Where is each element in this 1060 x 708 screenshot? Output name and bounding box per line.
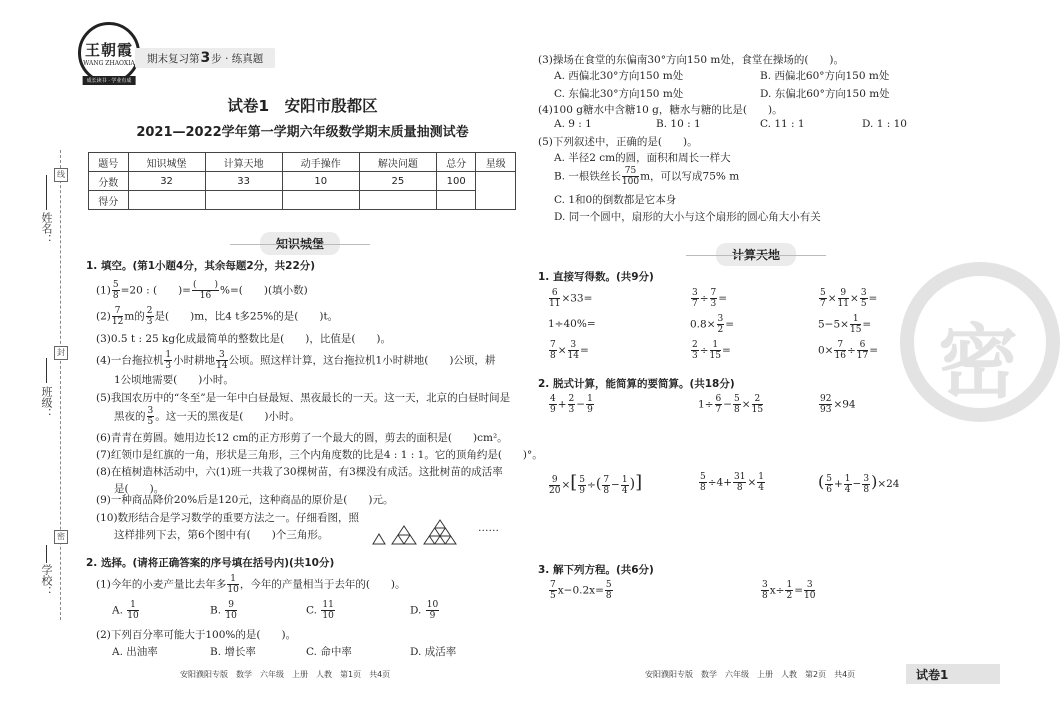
q1-item-7: (7)红领巾是红旗的一角，形状是三角形，三个内角度数的比是4 : 1 : 1。它的顶角约是( )°。	[96, 449, 543, 461]
fraction: $\frac{1}{3}$	[165, 350, 172, 371]
q1-item-9: (9)一种商品降价20%后是120元，这种商品的原价是( )元。	[96, 494, 394, 506]
q1-item-1	[96, 280, 308, 301]
section-calc	[696, 243, 816, 266]
q-text: 公顷。照这样计算，这台拖拉机1小时耕地( )公顷，耕	[228, 354, 496, 367]
ellipsis: ……	[478, 522, 499, 534]
q2-4-option-d[interactable]: D. 1 : 10	[862, 118, 907, 130]
q2-2-option-b[interactable]: B. 增长率	[210, 646, 256, 658]
q-text: (4)一台拖拉机	[96, 354, 164, 367]
fraction: $\frac{10}{9}$	[426, 600, 439, 621]
q1-item-4-cont: 1公顷地需要( )小时。	[114, 374, 234, 386]
school-field[interactable]	[46, 545, 47, 563]
section-knowledge-label: 知识城堡	[260, 232, 340, 255]
q1-item-6: (6)青青在剪圆。她用边长12 cm的正方形剪了一个最大的圆，剪去的面积是( )cm²。	[96, 432, 508, 444]
score-cell: 分数	[89, 172, 129, 191]
logo-ribbon: 成长读书 · 学业有成	[83, 76, 136, 85]
score-cell: 总分	[436, 153, 476, 172]
calc-expression: $\frac{9}{20}$ ×[ $\frac{5}{9}$ ÷( $\frac{7}{8}$ − $\frac{1}{4}$ )]	[549, 472, 643, 496]
star-rating-cell[interactable]	[476, 172, 516, 210]
q-text: 。这一天的黑夜是( )小时。	[155, 410, 300, 423]
score-cell: 100	[436, 172, 476, 191]
section-calc-label: 计算天地	[716, 243, 796, 266]
step-suffix: 步 · 练真题	[211, 52, 264, 65]
score-cell: 32	[128, 172, 205, 191]
calc-expression: ( $\frac{5}{6}$ + $\frac{1}{4}$ − $\frac{3}{8}$ )×24	[818, 472, 900, 495]
score-input-cell[interactable]	[128, 191, 205, 210]
calc-item: $\frac{3}{7}$ ÷ $\frac{7}{3}$ =	[692, 288, 728, 309]
calc-item: $\frac{6}{11}$ ×33=	[549, 288, 593, 309]
q-text: =20 : ( )=	[120, 284, 191, 297]
q-text: 黑夜的	[114, 410, 146, 423]
q2-5-option-a[interactable]: A. 半径2 cm的圆，面积和周长一样大	[554, 152, 731, 164]
q1-item-10: (10)数形结合是学习数学的重要方法之一。仔细看图，照	[96, 512, 360, 524]
q-text: m的	[124, 310, 145, 323]
score-input-cell[interactable]	[436, 191, 476, 210]
paper-title: 试卷1 安阳市殷都区	[227, 97, 378, 115]
calc-expression: 1÷ $\frac{6}{7}$ − $\frac{5}{8}$ × $\frac{2}{15}$	[698, 394, 764, 415]
q-text: (2)	[96, 310, 111, 323]
q1-item-8: (8)在植树造林活动中，六(1)班一共栽了30棵树苗，有3棵没有成活。这批树苗的成活率	[96, 466, 503, 478]
q2-2-option-a[interactable]: A. 出油率	[112, 646, 158, 658]
score-cell: 33	[205, 172, 282, 191]
q-text: (1)	[96, 284, 111, 297]
q2-3-option-d[interactable]: D. 东偏北60°方向150 m处	[760, 88, 890, 100]
calc-item: 0.8× $\frac{3}{2}$ =	[690, 314, 735, 335]
triangle-figure-3	[424, 520, 456, 544]
brand-logo	[78, 22, 140, 84]
q-text: %=( )(填小数)	[220, 284, 308, 297]
q2-heading: 2. 选择。(请将正确答案的序号填在括号内)(共10分)	[86, 557, 335, 569]
logo-text: 王朝霞	[84, 41, 133, 59]
q2-1-option-c[interactable]	[306, 600, 336, 621]
score-table-row	[89, 191, 516, 210]
q2-1-option-a[interactable]	[112, 600, 140, 621]
q-text: 是( )m，比4 t多25%的是( )t。	[154, 310, 339, 323]
score-cell: 解决问题	[359, 153, 436, 172]
class-field[interactable]	[46, 358, 47, 383]
q2-5-option-d[interactable]: D. 同一个圆中，扇形的大小与这个扇形的圆心角大小有关	[554, 211, 821, 223]
score-cell: 动手操作	[282, 153, 359, 172]
option-letter: B.	[210, 604, 222, 617]
calc-q2-heading: 2. 脱式计算，能简算的要简算。(共18分)	[538, 378, 735, 390]
q2-5-option-c[interactable]: C. 1和0的倒数都是它本身	[554, 194, 677, 206]
fraction: $\frac{3}{14}$	[216, 350, 228, 371]
score-input-cell[interactable]	[282, 191, 359, 210]
calc-item: 1÷40%=	[548, 318, 596, 330]
q-text: 小时耕地	[173, 354, 216, 367]
seal-mark-line: 线	[54, 168, 68, 182]
watermark-glyph: 密	[938, 316, 1018, 409]
name-field[interactable]	[46, 175, 47, 210]
fraction: $\frac{5}{8}$	[112, 280, 119, 301]
q2-4-option-a[interactable]: A. 9 : 1	[554, 118, 592, 130]
name-label: 姓名：	[40, 212, 53, 245]
option-letter: C.	[306, 604, 317, 617]
q2-2-option-c[interactable]: C. 命中率	[306, 646, 352, 658]
q2-5-option-b[interactable]	[554, 166, 739, 187]
q-text: B. 一根铁丝长	[554, 170, 621, 183]
q2-item-2: (2)下列百分率可能大于100%的是( )。	[96, 629, 297, 641]
score-table-row	[89, 172, 516, 191]
fraction: $\frac{7}{12}$	[111, 306, 124, 327]
score-cell: 知识城堡	[128, 153, 205, 172]
option-letter: A.	[112, 604, 123, 617]
q-text: (1)今年的小麦产量比去年多	[96, 578, 227, 591]
q2-item-5: (5)下列叙述中，正确的是( )。	[538, 136, 698, 148]
triangle-pattern-figure	[370, 518, 480, 546]
score-table	[88, 152, 516, 210]
paper-subtitle: 2021—2022学年第一学期六年级数学期末质量抽测试卷	[136, 125, 469, 140]
q2-1-option-d[interactable]	[410, 600, 440, 621]
fraction: $\frac{1}{10}$	[227, 574, 239, 595]
step-banner	[135, 48, 275, 68]
q2-4-option-c[interactable]: C. 11 : 1	[760, 118, 805, 130]
fraction: $\frac{( )}{16}$	[192, 280, 219, 301]
q2-item-4: (4)100 g糖水中含糖10 g，糖水与糖的比是( )。	[538, 104, 783, 116]
q1-item-3: (3)0.5 t : 25 kg化成最简单的整数比是( )，比值是( )。	[96, 333, 392, 345]
q1-item-4	[96, 350, 495, 371]
score-cell: 计算天地	[205, 153, 282, 172]
fraction: $\frac{2}{3}$	[146, 306, 153, 327]
option-letter: D.	[410, 604, 422, 617]
q1-item-2	[96, 306, 338, 327]
fraction: $\frac{1}{10}$	[127, 600, 139, 621]
fraction: $\frac{11}{10}$	[322, 600, 334, 621]
cut-line	[60, 150, 61, 620]
triangle-figure-1	[373, 534, 385, 544]
seal-mark-seal: 封	[54, 346, 68, 360]
q2-1-option-b[interactable]	[210, 600, 238, 621]
step-number: 3	[200, 50, 211, 66]
binding-margin	[0, 0, 80, 708]
equation-2: $\frac{3}{8}$ x÷ $\frac{1}{2}$ = $\frac{3}{10}$	[762, 580, 816, 601]
q2-4-option-b[interactable]: B. 10 : 1	[656, 118, 701, 130]
calc-item: $\frac{5}{7}$ × $\frac{9}{11}$ × $\frac{3}{5}$ =	[820, 288, 878, 309]
fraction: $\frac{3}{5}$	[147, 406, 154, 427]
score-cell: 星级	[476, 153, 516, 172]
q2-2-option-d[interactable]: D. 成活率	[410, 646, 457, 658]
q1-heading: 1. 填空。(第1小题4分，其余每题2分，共22分)	[86, 260, 316, 272]
fraction: $\frac{75}{100}$	[621, 166, 640, 187]
q2-3-option-c[interactable]: C. 东偏北30°方向150 m处	[554, 88, 684, 100]
paper-tag	[906, 664, 1000, 684]
equation-1: $\frac{7}{5}$ x−0.2x= $\frac{5}{8}$	[550, 580, 612, 601]
q1-item-8-cont: 是( )。	[114, 483, 165, 495]
calc-item: $\frac{2}{3}$ ÷ $\frac{1}{15}$ =	[692, 340, 731, 361]
footer-right: 安阳濮阳专版 数学 六年级 上册 人教 第2页 共4页	[645, 670, 856, 679]
score-cell: 题号	[89, 153, 129, 172]
score-input-cell[interactable]	[359, 191, 436, 210]
calc-item: 5−5× $\frac{1}{15}$ =	[818, 314, 872, 335]
seal-mark-secret: 密	[54, 530, 68, 544]
q1-item-5: (5)我国农历中的“冬至”是一年中白昼最短、黑夜最长的一天。这一天，北京的白昼时间是	[96, 392, 511, 404]
paper-tag-label: 试卷1	[916, 667, 949, 682]
class-label: 班级：	[40, 386, 53, 419]
q1-item-10-cont: 这样排列下去，第6个图中有( )个三角形。	[114, 529, 329, 541]
q2-3-option-b[interactable]: B. 西偏北60°方向150 m处	[760, 70, 890, 82]
calc-item: 0× $\frac{7}{16}$ ÷ $\frac{6}{17}$ =	[818, 340, 879, 361]
fraction: $\frac{9}{10}$	[225, 600, 237, 621]
step-prefix: 期末复习第	[147, 52, 200, 65]
calc-item: $\frac{7}{8}$ × $\frac{3}{14}$ =	[550, 340, 589, 361]
secret-watermark	[900, 262, 1060, 422]
section-knowledge	[240, 232, 360, 255]
q2-item-3: (3)操场在食堂的东偏南30°方向150 m处，食堂在操场的( )。	[538, 54, 845, 66]
q-text: m，可以写成75% m	[640, 170, 740, 183]
score-cell: 10	[282, 172, 359, 191]
q1-item-5-cont	[114, 406, 300, 427]
q2-3-option-a[interactable]: A. 西偏北30°方向150 m处	[554, 70, 684, 82]
score-input-cell[interactable]	[205, 191, 282, 210]
logo-subtext: WANG ZHAOXIA	[83, 60, 135, 67]
footer-left: 安阳濮阳专版 数学 六年级 上册 人教 第1页 共4页	[180, 670, 391, 679]
score-cell: 25	[359, 172, 436, 191]
school-label: 学校：	[40, 564, 53, 597]
score-table-header	[89, 153, 516, 172]
calc-expression: $\frac{92}{93}$ ×94	[820, 394, 856, 415]
calc-expression: $\frac{4}{9}$ + $\frac{2}{3}$ − $\frac{1}{9}$	[550, 394, 593, 415]
calc-q3-heading: 3. 解下列方程。(共6分)	[538, 564, 654, 576]
q-text: ，今年的产量相当于去年的( )。	[239, 578, 406, 591]
calc-q1-heading: 1. 直接写得数。(共9分)	[538, 271, 654, 283]
q2-item-1	[96, 574, 406, 595]
calc-expression: $\frac{5}{8}$ ÷4+ $\frac{31}{8}$ × $\frac{1}{4}$	[700, 472, 765, 493]
score-cell: 得分	[89, 191, 129, 210]
